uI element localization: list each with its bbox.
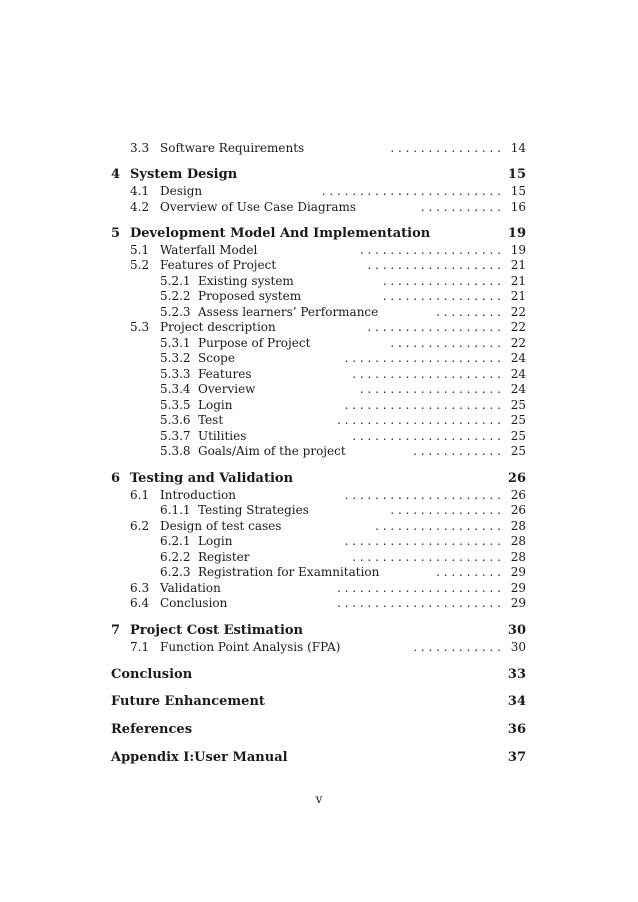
toc-leader-dots: . . . . . . . . . . . . . . . . . . — [367, 258, 501, 272]
toc-chapter[interactable] — [0, 623, 638, 639]
toc-entry-title: Software Requirements — [160, 141, 305, 155]
toc-chapter-title: Development Model And Implementation — [130, 226, 431, 241]
toc-entry-page: 24 — [510, 351, 526, 365]
toc-entry[interactable] — [0, 273, 638, 289]
toc-chapter[interactable] — [0, 667, 638, 683]
toc-entry-number: 5.3.4 — [160, 382, 191, 396]
toc-leader-dots: . . . . . . . . . . . . . . . . . . . . . . — [336, 413, 501, 427]
toc-entry-number: 7.1 — [130, 640, 150, 654]
toc-leader-dots: . . . . . . . . . . . . . . . . . . . . . — [344, 488, 501, 502]
toc-leader-dots: . . . . . . . . . . . . . . . . . . . . . . — [336, 581, 501, 595]
toc-chapter-page: 33 — [507, 667, 526, 682]
toc-chapter[interactable] — [0, 750, 638, 766]
toc-entry-page: 28 — [510, 519, 526, 533]
toc-entry-page: 28 — [510, 550, 526, 564]
toc-entry-title: Login — [198, 534, 233, 548]
toc-entry[interactable] — [0, 304, 638, 320]
toc-entry-title: Register — [198, 550, 250, 564]
toc-entry-page: 29 — [510, 581, 526, 595]
toc-entry-number: 6.2.3 — [160, 565, 191, 579]
toc-entry-number: 5.3.7 — [160, 429, 191, 443]
toc-entry[interactable] — [0, 564, 638, 580]
toc-entry-title: Utilities — [198, 429, 247, 443]
toc-entry-page: 25 — [510, 413, 526, 427]
toc-entry-title: Registration for Examnitation — [198, 565, 380, 579]
toc-leader-dots: . . . . . . . . . . . . . . . . . . . — [359, 382, 501, 396]
toc-entry[interactable] — [0, 518, 638, 534]
toc-leader-dots: . . . . . . . . . . . . . . . — [390, 336, 501, 350]
toc-entry-number: 5.2.3 — [160, 305, 191, 319]
toc-entry-number: 5.3.3 — [160, 367, 191, 381]
toc-entry-number: 5.3 — [130, 320, 150, 334]
toc-chapter-page: 36 — [507, 722, 526, 737]
toc-entry[interactable] — [0, 428, 638, 444]
toc-entry-title: Introduction — [160, 488, 236, 502]
toc-entry-page: 24 — [510, 367, 526, 381]
toc-entry-number: 5.2.2 — [160, 289, 191, 303]
toc-entry-title: Purpose of Project — [198, 336, 311, 350]
toc-entry[interactable] — [0, 350, 638, 366]
toc-entry-number: 4.1 — [130, 184, 150, 198]
toc-entry-title: Proposed system — [198, 289, 302, 303]
toc-entry-page: 21 — [510, 258, 526, 272]
toc-chapter-page: 19 — [507, 226, 526, 241]
toc-entry-page: 24 — [510, 382, 526, 396]
toc-entry[interactable] — [0, 288, 638, 304]
toc-entry-title: Function Point Analysis (FPA) — [160, 640, 341, 654]
toc-entry-number: 6.2 — [130, 519, 150, 533]
toc-entry-title: Project description — [160, 320, 276, 334]
toc-chapter[interactable] — [0, 722, 638, 738]
toc-entry-page: 25 — [510, 444, 526, 458]
toc-entry-title: Assess learners’ Performance — [198, 305, 379, 319]
toc-leader-dots: . . . . . . . . . . . . . . . . . . — [367, 320, 501, 334]
toc-leader-dots: . . . . . . . . . . . . — [413, 640, 501, 654]
toc-chapter-number: 6 — [111, 471, 121, 486]
toc-entry-number: 4.2 — [130, 200, 150, 214]
toc-chapter-number: 5 — [111, 226, 121, 241]
toc-entry[interactable] — [0, 242, 638, 258]
toc-entry[interactable] — [0, 319, 638, 335]
toc-entry-title: Features of Project — [160, 258, 277, 272]
toc-chapter[interactable] — [0, 471, 638, 487]
toc-entry-title: Conclusion — [160, 596, 228, 610]
toc-entry-number: 5.3.1 — [160, 336, 191, 350]
toc-entry[interactable] — [0, 257, 638, 273]
toc-leader-dots: . . . . . . . . . . . . . . . . — [382, 274, 501, 288]
toc-entry-number: 6.2.1 — [160, 534, 191, 548]
toc-chapter[interactable] — [0, 226, 638, 242]
toc-entry[interactable] — [0, 140, 638, 156]
toc-chapter[interactable] — [0, 167, 638, 183]
toc-entry-number: 5.3.6 — [160, 413, 191, 427]
toc-chapter-number: 7 — [111, 623, 121, 638]
toc-entry[interactable] — [0, 443, 638, 459]
toc-entry[interactable] — [0, 533, 638, 549]
toc-entry-title: Login — [198, 398, 233, 412]
toc-entry-page: 22 — [510, 320, 526, 334]
toc-entry-title: Waterfall Model — [160, 243, 258, 257]
toc-entry-number: 3.3 — [130, 141, 150, 155]
toc-entry[interactable] — [0, 595, 638, 611]
toc-entry-number: 5.3.8 — [160, 444, 191, 458]
toc-entry-number: 5.1 — [130, 243, 150, 257]
toc-leader-dots: . . . . . . . . . . . . — [413, 444, 501, 458]
toc-chapter-page: 30 — [507, 623, 526, 638]
toc-entry[interactable] — [0, 412, 638, 428]
toc-entry-number: 6.3 — [130, 581, 150, 595]
toc-chapter-title: Future Enhancement — [111, 694, 265, 709]
toc-entry-number: 6.2.2 — [160, 550, 191, 564]
toc-entry-title: Overview of Use Case Diagrams — [160, 200, 357, 214]
toc-entry-number: 6.1.1 — [160, 503, 191, 517]
toc-entry[interactable] — [0, 639, 638, 655]
toc-chapter-page: 26 — [507, 471, 526, 486]
toc-entry[interactable] — [0, 580, 638, 596]
toc-chapter-title: System Design — [130, 167, 238, 182]
toc-entry[interactable] — [0, 183, 638, 199]
toc-entry-page: 22 — [510, 305, 526, 319]
toc-entry-page: 14 — [510, 141, 526, 155]
toc-entry-page: 22 — [510, 336, 526, 350]
toc-entry-page: 26 — [510, 488, 526, 502]
toc-leader-dots: . . . . . . . . . . . . . . . . . . . . . . — [336, 596, 501, 610]
toc-entry-title: Features — [198, 367, 252, 381]
toc-leader-dots: . . . . . . . . . . . . . . . . . . . . . — [344, 534, 501, 548]
toc-leader-dots: . . . . . . . . . . . . . . . . . . . . — [352, 367, 501, 381]
toc-entry[interactable] — [0, 549, 638, 565]
toc-entry-number: 5.2.1 — [160, 274, 191, 288]
toc-entry-number: 6.1 — [130, 488, 150, 502]
toc-leader-dots: . . . . . . . . . . . . . . . — [390, 141, 501, 155]
page-number: v — [315, 792, 323, 806]
toc-leader-dots: . . . . . . . . . . . — [420, 200, 501, 214]
toc-entry-page: 15 — [510, 184, 526, 198]
toc-chapter-page: 34 — [507, 694, 526, 709]
toc-entry[interactable] — [0, 397, 638, 413]
toc-leader-dots: . . . . . . . . . . . . . . . . . . . . — [352, 429, 501, 443]
toc-entry-page: 26 — [510, 503, 526, 517]
toc-entry[interactable] — [0, 502, 638, 518]
toc-entry-number: 5.3.2 — [160, 351, 191, 365]
toc-chapter-title: Project Cost Estimation — [130, 623, 303, 638]
toc-entry-title: Scope — [198, 351, 235, 365]
toc-entry-page: 29 — [510, 565, 526, 579]
toc-chapter-page: 37 — [507, 750, 526, 765]
toc-entry-title: Testing Strategies — [198, 503, 309, 517]
toc-entry-title: Design — [160, 184, 203, 198]
toc-entry-number: 5.2 — [130, 258, 150, 272]
toc-chapter-title: Appendix I:User Manual — [111, 750, 288, 765]
toc-entry-title: Overview — [198, 382, 256, 396]
toc-entry-number: 5.3.5 — [160, 398, 191, 412]
toc-entry[interactable] — [0, 335, 638, 351]
toc-entry[interactable] — [0, 381, 638, 397]
toc-entry-page: 21 — [510, 274, 526, 288]
toc-leader-dots: . . . . . . . . . . . . . . . . . . . . . — [344, 351, 501, 365]
toc-entry[interactable] — [0, 487, 638, 503]
toc-entry[interactable] — [0, 366, 638, 382]
toc-leader-dots: . . . . . . . . . . . . . . . . . . . — [359, 243, 501, 257]
toc-entry[interactable] — [0, 199, 638, 215]
toc-leader-dots: . . . . . . . . . . . . . . . . . — [375, 519, 501, 533]
toc-leader-dots: . . . . . . . . . — [436, 305, 501, 319]
toc-entry-page: 28 — [510, 534, 526, 548]
toc-chapter-title: References — [111, 722, 193, 737]
toc-leader-dots: . . . . . . . . . . . . . . . . . . . . — [352, 550, 501, 564]
toc-leader-dots: . . . . . . . . . . . . . . . — [390, 503, 501, 517]
toc-chapter-page: 15 — [507, 167, 526, 182]
toc-entry-title: Test — [198, 413, 224, 427]
toc-leader-dots: . . . . . . . . . . . . . . . . . . . . . . . . — [321, 184, 501, 198]
toc-leader-dots: . . . . . . . . . . . . . . . . . . . . . — [344, 398, 501, 412]
toc-entry-title: Goals/Aim of the project — [198, 444, 346, 458]
toc-leader-dots: . . . . . . . . . — [436, 565, 501, 579]
toc-chapter-title: Testing and Validation — [130, 471, 294, 486]
toc-entry-title: Validation — [160, 581, 221, 595]
toc-entry-page: 29 — [510, 596, 526, 610]
toc-entry-page: 19 — [510, 243, 526, 257]
toc-leader-dots: . . . . . . . . . . . . . . . . — [382, 289, 501, 303]
toc-entry-page: 25 — [510, 429, 526, 443]
toc-chapter-title: Conclusion — [111, 667, 193, 682]
toc-entry-number: 6.4 — [130, 596, 150, 610]
toc-entry-page: 30 — [510, 640, 526, 654]
toc-chapter[interactable] — [0, 694, 638, 710]
toc-entry-title: Design of test cases — [160, 519, 282, 533]
toc-entry-page: 21 — [510, 289, 526, 303]
toc-entry-page: 16 — [510, 200, 526, 214]
toc-entry-title: Existing system — [198, 274, 294, 288]
toc-chapter-number: 4 — [111, 167, 121, 182]
toc-entry-page: 25 — [510, 398, 526, 412]
